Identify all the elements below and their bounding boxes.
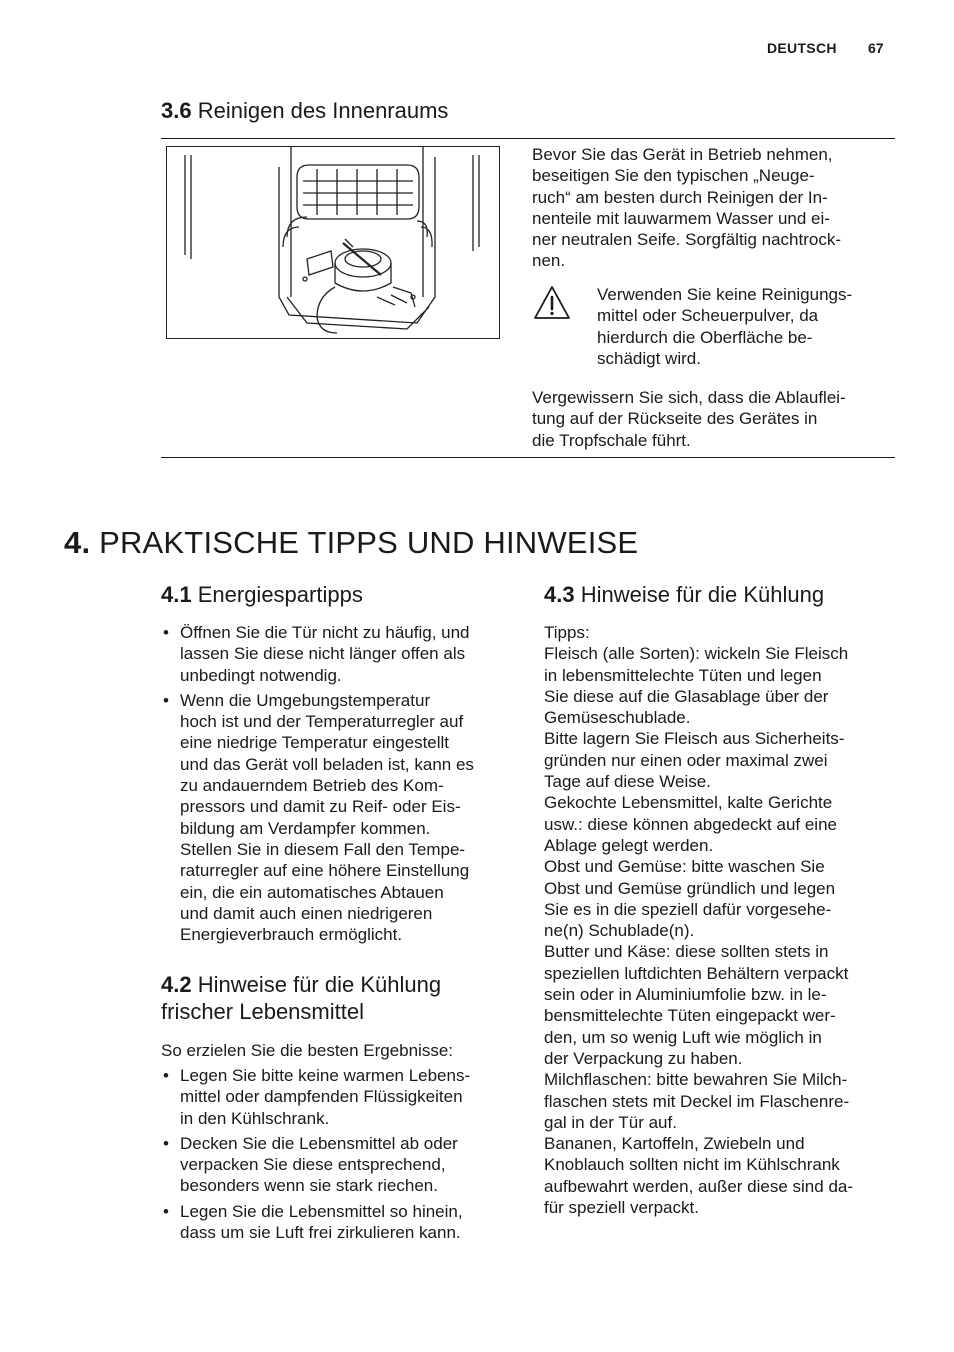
text-line: hierdurch die Oberfläche be- — [597, 327, 813, 347]
text-line: usw.: diese können abgedeckt auf eine — [544, 814, 837, 834]
text-line: tung auf der Rückseite des Gerätes in — [532, 409, 818, 429]
illustration-drawing — [167, 147, 499, 338]
text-line: und damit auch einen niedrigeren — [180, 903, 433, 923]
text-line: Energieverbrauch ermöglicht. — [180, 925, 403, 945]
fresh-food-intro: So erzielen Sie die besten Ergebnisse: — [161, 1041, 454, 1060]
text-line: unbedingt notwendig. — [180, 665, 342, 685]
text-line: eine niedrige Temperatur eingestellt — [180, 733, 450, 753]
text-line: Ablage gelegt werden. — [544, 835, 714, 855]
text-line: speziellen luftdichten Behältern verpackt — [544, 963, 849, 983]
text-line: Gemüseschublade. — [544, 708, 691, 728]
section-4-3-heading — [544, 581, 824, 608]
text-line: Knoblauch sollten nicht im Kühlschrank — [544, 1155, 840, 1175]
text-line: besonders wenn sie stark riechen. — [180, 1176, 438, 1196]
text-line: ruch“ am besten durch Reinigen der In- — [532, 187, 828, 207]
text-line: • Decken Sie die Lebensmittel ab oder — [180, 1133, 458, 1153]
list-item — [161, 1065, 521, 1129]
list-item — [161, 1201, 521, 1244]
text-line: Obst und Gemüse gründlich und legen — [544, 878, 836, 898]
list-item — [161, 622, 521, 686]
list-item — [161, 690, 521, 946]
section-number: 3.6 — [161, 98, 192, 123]
text-line: zu andauerndem Betrieb des Kom- — [180, 776, 444, 796]
text-line: hoch ist und der Temperaturregler auf — [180, 712, 464, 732]
text-line: den, um so wenig Luft wie möglich in — [544, 1027, 822, 1047]
text-line: Stellen Sie in diesem Fall den Tempe- — [180, 839, 466, 859]
section-bottom-rule — [161, 457, 895, 458]
text-line: ner neutralen Seife. Sorgfältig nachtrock- — [532, 230, 842, 250]
text-line: • Wenn die Umgebungstemperatur — [180, 690, 431, 710]
section-title-line-2: frischer Lebensmittel — [161, 999, 364, 1024]
text-line: Tipps: — [544, 623, 590, 642]
section-4-2-heading — [161, 971, 441, 1025]
text-line: schädigt wird. — [597, 348, 701, 368]
fridge-drain-illustration — [166, 146, 500, 339]
text-line: mittel oder Scheuerpulver, da — [597, 306, 819, 326]
page-number: 67 — [868, 40, 884, 56]
text-line: nenteile mit lauwarmem Wasser und ei- — [532, 208, 830, 228]
section-3-6-heading — [161, 97, 448, 124]
section-4-1-heading — [161, 581, 363, 608]
list-item — [161, 1133, 521, 1197]
cleaning-intro-paragraph — [532, 144, 841, 272]
text-line: bensmittelechte Tüten eingepackt wer- — [544, 1006, 836, 1026]
text-line: und das Gerät voll beladen ist, kann es — [180, 754, 474, 774]
text-line: Bitte lagern Sie Fleisch aus Sicherheits- — [544, 729, 845, 749]
text-line: Bevor Sie das Gerät in Betrieb nehmen, — [532, 145, 833, 164]
text-line: Verwenden Sie keine Reinigungs- — [597, 285, 853, 304]
text-line: Milchflaschen: bitte bewahren Sie Milch- — [544, 1070, 848, 1090]
section-title-line-1: Hinweise für die Kühlung — [197, 972, 442, 997]
header-language: DEUTSCH — [767, 40, 837, 56]
text-line: lassen Sie diese nicht länger offen als — [180, 644, 466, 664]
text-line: • Legen Sie die Lebensmittel so hinein, — [180, 1201, 463, 1221]
text-line: dass um sie Luft frei zirkulieren kann. — [180, 1223, 461, 1243]
text-line: verpacken Sie diese entsprechend, — [180, 1155, 446, 1175]
section-number: 4.1 — [161, 582, 192, 607]
energy-tips-list — [161, 622, 521, 949]
cooling-tips-paragraph — [544, 622, 853, 1218]
text-line: nen. — [532, 251, 566, 271]
section-number: 4.3 — [544, 582, 575, 607]
text-line: Obst und Gemüse: bitte waschen Sie — [544, 857, 825, 877]
text-line: Bananen, Kartoffeln, Zwiebeln und — [544, 1134, 805, 1154]
warning-triangle-icon — [532, 284, 572, 327]
text-line: mittel oder dampfenden Flüssigkeiten — [180, 1087, 463, 1107]
text-line: Sie es in die speziell dafür vorgesehe- — [544, 899, 832, 919]
text-line: der Verpackung zu haben. — [544, 1048, 743, 1068]
text-line: ne(n) Schublade(n). — [544, 921, 695, 941]
text-line: beseitigen Sie den typischen „Neuge- — [532, 166, 815, 186]
section-number: 4.2 — [161, 972, 192, 997]
text-line: Vergewissern Sie sich, dass die Ablauflei- — [532, 388, 846, 407]
text-line: in lebensmittelechte Tüten und legen — [544, 665, 822, 685]
text-line: ein, die ein automatisches Abtauen — [180, 882, 444, 902]
drain-paragraph — [532, 387, 846, 451]
section-title: Reinigen des Innenraums — [197, 98, 449, 123]
text-line: Butter und Käse: diese sollten stets in — [544, 942, 829, 962]
text-line: für speziell verpackt. — [544, 1198, 699, 1218]
text-line: flaschen stets mit Deckel im Flaschenre- — [544, 1091, 850, 1111]
text-line: Fleisch (alle Sorten): wickeln Sie Fleisch — [544, 644, 849, 664]
fresh-food-list — [161, 1065, 521, 1247]
section-top-rule — [161, 138, 895, 139]
text-line: die Tropfschale führt. — [532, 430, 691, 450]
warning-paragraph — [597, 284, 852, 369]
text-line: Gekochte Lebensmittel, kalte Gerichte — [544, 793, 833, 813]
section-title: Energiespartipps — [197, 582, 363, 607]
chapter-number: 4. — [64, 525, 91, 560]
text-line: • Legen Sie bitte keine warmen Lebens- — [180, 1066, 471, 1085]
section-title: Hinweise für die Kühlung — [580, 582, 825, 607]
chapter-title: PRAKTISCHE TIPPS UND HINWEISE — [99, 525, 639, 560]
text-line: Sie diese auf die Glasablage über der — [544, 686, 829, 706]
text-line: bildung am Verdampfer kommen. — [180, 818, 431, 838]
text-line: gal in der Tür auf. — [544, 1112, 677, 1132]
text-line: raturregler auf eine höhere Einstellung — [180, 861, 470, 881]
text-line: • Öffnen Sie die Tür nicht zu häufig, und — [180, 623, 470, 642]
chapter-4-heading — [64, 523, 638, 563]
text-line: sein oder in Aluminiumfolie bzw. in le- — [544, 985, 827, 1005]
text-line: aufbewahrt werden, außer diese sind da- — [544, 1176, 854, 1196]
text-line: pressors und damit zu Reif- oder Eis- — [180, 797, 461, 817]
text-line: in den Kühlschrank. — [180, 1108, 330, 1128]
text-line: gründen nur einen oder maximal zwei — [544, 750, 828, 770]
text-line: Tage auf diese Weise. — [544, 772, 711, 792]
